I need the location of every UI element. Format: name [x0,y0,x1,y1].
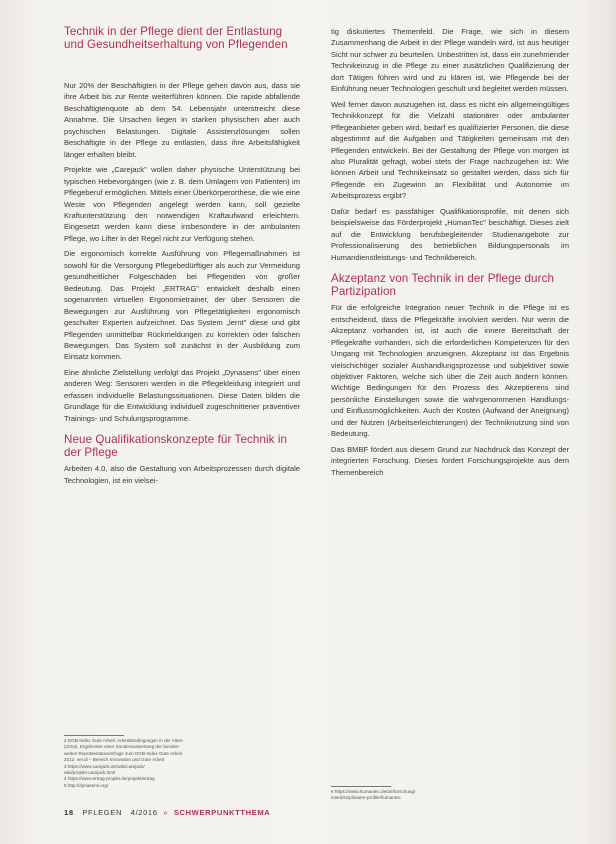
paragraph: Nur 20% der Beschäftigten in der Pflege gehen davon aus, dass sie ihre Arbeit bis zur Rente weiterführen können. Die rapide abfallende Beschäftigtenquote ab dem 54. Lebensjahr unterstreicht diese Annahme. Die Ursachen liegen in starken physischen aber auch psychischen Belastungen. Digitale Assistenzlösungen sollen Beschäftigte in der Pflege zu entlasten, dass ihre Arbeitsfähigkeit länger erhalten bleibt. [64,81,300,159]
footnote: 6 https://www.humantec.de/de/forschung/ [331,789,416,794]
footnotes-right [331,789,569,802]
section-name: SCHWERPUNKTTHEMA [173,808,271,817]
footnote: 2012. ver.di – Bereich Innovation und Gute Arbeit [64,757,165,763]
footnote: 4 https://www.ertrag-projekt.de/projekt/ertrag [64,776,155,782]
footnote-rule-right [331,786,391,787]
footnotes-left [64,738,300,789]
paragraph: Dafür bedarf es passfähiger Qualifikationsprofile, mit denen sich beispielsweise das Förderprojekt „HumanTec" beschäftigt. Dieses zielt auf die Entwicklung berufsbegleitender Studienangebote zur Professionalisierung des betrieblichen Bildungspersonals im Humandienstleistungs- und Technikbereich. [331,206,569,262]
right-column [331,26,569,478]
page-number: 18 [64,808,74,817]
left-column [64,26,300,486]
footnote: 2 DGB-Index Gute Arbeit: Arbeitsbedingungen in der Alten- [64,738,184,743]
magazine-name: PFLEGEN [82,808,123,817]
page-footer [64,808,270,817]
footnote: 3 https://www.carejack.de/wiki/carejack/ [64,763,145,769]
issue-number: 4/2016 [130,808,158,817]
footnote: (2018). Ergebnisse einer Sonderauswertung der bundes- [64,744,180,750]
footnote-rule-left [64,735,124,736]
heading-technik-entlastung: Technik in der Pflege dient der Entlastung und Gesundheitserhaltung von Pflegenden [64,25,288,51]
paragraph: Projekte wie „Carejack" wollen daher physische Unterstützung bei typischen Hebevorgängen (wie z. B. dem Umlagern von Patienten) im Pflegeberuf ermöglichen. Mittels einer Überkörperorthese, die wie eine Weste von Pflegenden angelegt werden kann, soll gezielte Kraftunterstützung den notwendigen Kraftaufwand erleichtern. Eingesetzt werden kann diese insbesondere in der ambulanten Pflege, wo Lifter in der Regel nicht zur Verfügung stehen. [64,165,300,243]
paragraph: tig diskutiertes Themenfeld. Die Frage, wie sich in diesem Zusammenhang die Arbeit in der Pflege wandeln wird, ist aus heutiger Sicht nur schwer zu beurteilen. Unbestritten ist, dass ein zunehmender Technikeinzug in die Pflege zu einer zusätzlichen Qualifizierung der dort Tätigen führen wird und zu klären ist, wie Pflegende bei der Einführung neuer Technologien geschult und begleitet werden müssen. [331,27,569,94]
paragraph: Für die erfolgreiche Integration neuer Technik in die Pflege ist es entscheidend, dass die Pflegekräfte involviert werden. Nur wenn die Akzeptanz vorhanden ist, ist auch die innere Bereitschaft der Pflegekräfte vorhanden, sich die erforderlichen Kompetenzen für den Umgang mit Technologien anzueignen. Akzeptanz ist das Ergebnis vielschichtiger sozialer Aushandlungsprozesse und subjektiver sowie objektiver Faktoren, welche sich über die Zeit auch ändern können. Wichtige Bedingungen für den Prozess des Akzeptierens sind persönliche Einstellungen sowie die wahrgenommenen Handlungs- und Einflussmöglichkeiten. Auch der Kosten (Aufwand der Aneignung) und der Nutzen (Arbeitserleichterungen) der Techniknutzung sind von Bedeutung. [331,303,569,439]
footnote: weiten Repräsentativumfrage zum DGB-Index Gute Arbeit [64,750,182,756]
paragraph: Weil ferner davon auszugehen ist, dass es nicht ein allgemeingültiges Technikkonzept für die Vielzahl stationärer oder ambulanter Pflegeanbieter geben wird, bedarf es qualifizierter Personen, die diese abgestimmt auf die Aufgaben und Tätigkeiten gemeinsam mit den Pflegenden entwickeln. Bei der Gestaltung der Pflege von morgen ist also Pluralität gefragt, wobei stets der Frage nachzugehen ist: Wie können Arbeit und Technikeinsatz so gestaltet werden, dass sich für Pflegende ein Zugewinn an Flexibilität und Autonomie im Arbeitsprozess ergibt? [331,99,569,201]
heading-akzeptanz: Akzeptanz von Technik in der Pflege durch Partizipation [331,272,555,298]
paragraph: Die ergonomisch korrekte Ausführung von Pflegemaßnahmen ist sowohl für die Versorgung Pflegebedürftiger als auch zur Vermeidung gesundheitlicher Folgeschäden bei Pflegenden von großer Bedeutung. Das Projekt „ERTRAG" entwickelt deshalb einen sogenannten virtuellen Ergonomietrainer, der über Sensoren die Bewegungen zur Ausführung von Pflegetätigkeiten ergonomisch geschulter Experten aufzeichnet. Das System „lernt" diese und gibt Pflegenden unmittelbar Rückmeldungen zu korrekten oder falschen Bewegungen. Das System soll zunächst in der Ausbildung zum Einsatz kommen. [64,249,300,362]
paragraph: Eine ähnliche Zielstellung verfolgt das Projekt „Dynasens" über einen anderen Weg: Sensoren werden in die Pflegekleidung integriert und erfassen individuelle Belastungssituationen. Diese Daten bilden die Grundlage für die Entwicklung individuell zugeschnittener präventiver Trainings- und Schulungsprogramme. [64,367,300,423]
paragraph: Das BMBF fördert aus diesem Grund zur Nachdruck das Konzept der integrierten Forschung. Dieses fordert Forschungsprojekte aus dem Themenbereich [331,444,569,477]
footnote: 5 http://dynasens.org/ [64,782,109,788]
paragraph: Arbeiten 4.0, also die Gestaltung von Arbeitsprozessen durch digitale Technologien, ist ein vielsei- [64,464,300,485]
footnote: wiki/projekt-carejack.html [64,770,116,776]
footnote: interdisziplinaere-profile/humantec [331,795,401,801]
footer-separator: » [163,808,169,817]
heading-qualifikationskonzepte: Neue Qualifikationskonzepte für Technik in der Pflege [64,433,288,459]
